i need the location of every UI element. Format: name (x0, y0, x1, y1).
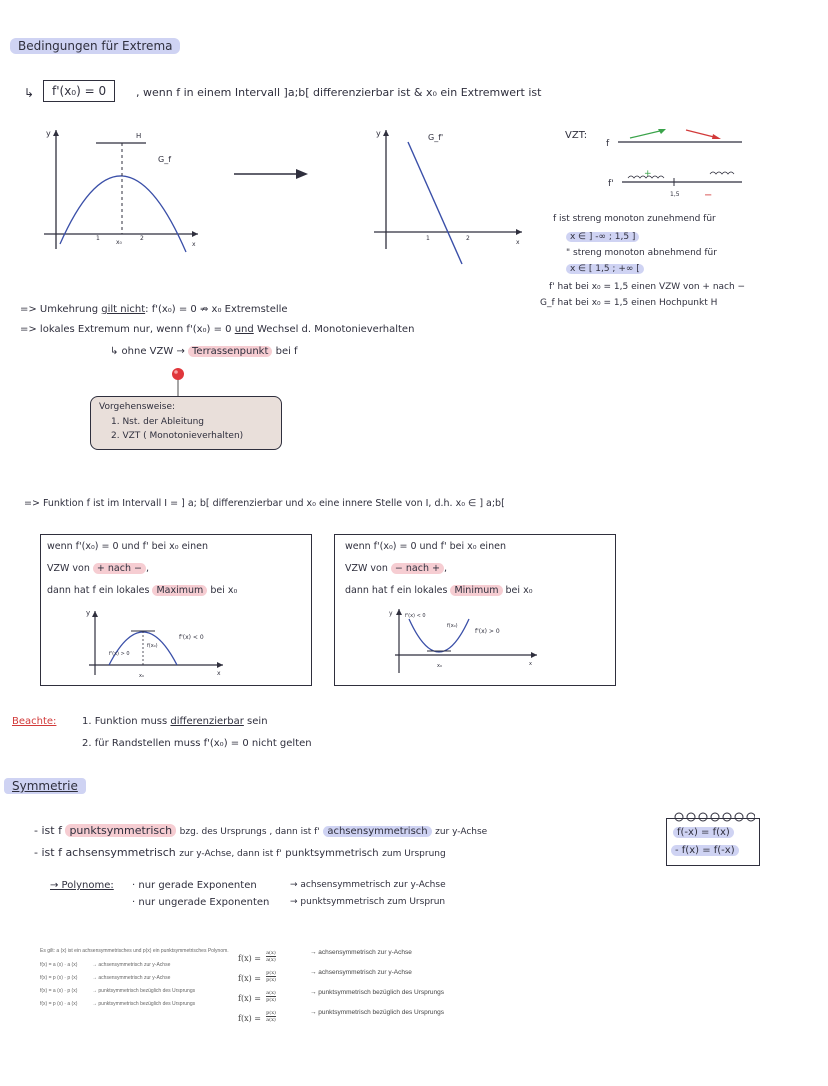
note-line-4: x ∈ [ 1,5 ; +∞ [ (566, 264, 644, 274)
tick-x0: x₀ (116, 239, 122, 246)
min-line-2: VZW von − nach + , (345, 563, 447, 574)
x-label: x (192, 241, 196, 248)
polynome-row-1a: · nur gerade Exponenten (132, 880, 257, 891)
small-row-4-r: → punktsymmetrisch bezüglich des Ursprungs (92, 1001, 196, 1007)
vzt-label: VZT: (565, 130, 588, 141)
tick-2: 2 (140, 235, 144, 242)
min-g-fx0: f(x₀) (447, 623, 458, 629)
max-line-2: VZW von + nach − , (47, 563, 149, 574)
min-g-right: f'(x) > 0 (475, 628, 500, 635)
bullet-arrow: ↳ (24, 86, 35, 100)
polynome-label: → Polynome: (50, 880, 114, 891)
small-row-3-r: → punktsymmetrisch bezüglich des Ursprungs (92, 988, 196, 994)
polynome-row-2a: · nur ungerade Exponenten (132, 897, 270, 908)
note-line-2: x ∈ ] -∞ ; 1,5 ] (566, 232, 639, 242)
y-label: y (376, 129, 381, 138)
label-h: H (136, 132, 142, 140)
vzt-diagram (600, 122, 750, 202)
condition-text: , wenn f in einem Intervall ]a;b[ differenzierbar ist & x₀ ein Extremwert ist (136, 86, 542, 99)
tick-1: 1 (426, 235, 430, 242)
increasing-arrow-icon (630, 130, 664, 138)
maximum-box (40, 534, 312, 686)
funktion-line: => Funktion f ist im Intervall I = ] a; b[ differenzierbar und x₀ eine innere Stelle von I, d.h. x₀ ∈ ] a;b[ (24, 498, 505, 509)
frac-row-1-result: → achsensymmetrisch zur y-Achse (310, 949, 412, 956)
right-arrow-icon (232, 166, 312, 182)
heading-symmetrie: Symmetrie (4, 778, 86, 794)
minimum-box (334, 534, 616, 686)
sym-box-row-2: - f(x) = f(-x) (671, 845, 739, 856)
beachte-label: Beachte: (12, 716, 57, 727)
label-gf: G_f (158, 155, 172, 164)
frac-row-3: f(x) = $\frac{a(x)}{p(x)}$ (238, 990, 276, 1003)
note-line-6: G_f hat bei x₀ = 1,5 einen Hochpunkt H (540, 298, 718, 308)
pin-icon (168, 365, 188, 399)
terrassenpunkt-line: ↳ ohne VZW → Terrassenpunkt bei f (110, 346, 298, 357)
frac-row-2-result: → achsensymmetrisch zur y-Achse (310, 969, 412, 976)
min-line-3: dann hat f ein lokales Minimum bei x₀ (345, 585, 533, 596)
frac-row-2: f(x) = $\frac{p(x)}{p(x)}$ (238, 970, 276, 983)
tick-1: 1 (96, 235, 100, 242)
small-row-4-f: f(x) = p (x) · a (x) (40, 1001, 78, 1007)
tick-2: 2 (466, 235, 470, 242)
polynome-row-1b: → achsensymmetrisch zur y-Achse (290, 880, 446, 890)
note-line-5: f' hat bei x₀ = 1,5 einen VZW von + nach − (549, 282, 746, 292)
min-g-y: y (389, 610, 393, 617)
max-line-3: dann hat f ein lokales Maximum bei x₀ (47, 585, 238, 596)
min-g-x0: x₀ (437, 663, 442, 669)
symmetry-formula-box (666, 818, 760, 866)
max-line-1: wenn f'(x₀) = 0 und f' bei x₀ einen (47, 541, 208, 552)
x-label: x (516, 239, 520, 246)
beachte-line-2: 2. für Randstellen muss f'(x₀) = 0 nicht gelten (82, 738, 312, 749)
label-gf1: G_f' (428, 133, 444, 142)
vzt-plus: + (644, 169, 652, 179)
min-g-x: x (529, 661, 532, 667)
vorgehen-step1: 1. Nst. der Ableitung (111, 417, 204, 427)
small-row-2-f: f(x) = p (x) · p (x) (40, 975, 78, 981)
vzt-f1: f' (608, 179, 614, 189)
note-line-3: " streng monoton abnehmend für (566, 248, 717, 258)
small-table-intro: Es gilt: a (x) ist ein achsensymmetrisches und p(x) ein punktsymmetrisches Polynom. (40, 948, 229, 954)
parabola-curve (60, 176, 186, 252)
max-graph (81, 605, 231, 683)
vzt-minus: − (704, 190, 713, 201)
max-g-x0: x₀ (139, 673, 144, 679)
y-label: y (46, 129, 51, 138)
max-g-x: x (217, 670, 221, 677)
note-line-1: f ist streng monoton zunehmend für (553, 214, 716, 224)
small-row-1-f: f(x) = a (x) · a (x) (40, 962, 78, 968)
spiral-rings-icon (673, 811, 755, 823)
max-g-y: y (86, 609, 91, 617)
vzt-f: f (606, 139, 610, 149)
condition-box: f'(x₀) = 0 (43, 80, 115, 102)
sym-box-row-1: f(-x) = f(x) (673, 827, 734, 838)
min-line-1: wenn f'(x₀) = 0 und f' bei x₀ einen (345, 541, 506, 552)
umkehrung-line: => Umkehrung gilt nicht: f'(x₀) = 0 ⇏ x₀ Extremstelle (20, 304, 288, 315)
vorgehensweise-box (90, 396, 282, 450)
frac-row-1: f(x) = $\frac{a(x)}{a(x)}$ (238, 950, 276, 963)
polynome-row-2b: → punktsymmetrisch zum Ursprun (290, 897, 446, 907)
heading-extrema: Bedingungen für Extrema (10, 38, 180, 54)
min-g-left: f'(x) < 0 (405, 613, 426, 619)
beachte-line-1: 1. Funktion muss differenzierbar sein (82, 716, 268, 727)
frac-row-3-result: → punktsymmetrisch bezüglich des Ursprungs (310, 989, 445, 996)
small-row-1-r: → achsensymmetrisch zur y-Achse (92, 962, 171, 968)
max-g-left: f'(x) > 0 (109, 651, 130, 657)
sym-line-1: - ist f punktsymmetrisch bzg. des Ursprungs , dann ist f' achsensymmetrisch zur y-Achse (34, 824, 488, 837)
graph-derivative (366, 124, 526, 270)
min-graph (387, 605, 547, 683)
small-row-3-f: f(x) = a (x) · p (x) (40, 988, 78, 994)
frac-row-4-result: → punktsymmetrisch bezüglich des Ursprungs (310, 1009, 445, 1016)
lokales-extremum-line: => lokales Extremum nur, wenn f'(x₀) = 0 und Wechsel d. Monotonieverhalten (20, 324, 415, 335)
frac-row-4: f(x) = $\frac{p(x)}{a(x)}$ (238, 1010, 276, 1023)
max-g-right: f'(x) < 0 (179, 634, 204, 641)
vorgehen-title: Vorgehensweise: (99, 402, 176, 412)
sym-line-2: - ist f achsensymmetrisch zur y-Achse, dann ist f' punktsymmetrisch zum Ursprung (34, 846, 446, 859)
vzt-x-val: 1,5 (670, 191, 680, 198)
derivative-line (408, 142, 462, 264)
max-g-fx0: f(x₀) (147, 643, 158, 649)
small-row-2-r: → achsensymmetrisch zur y-Achse (92, 975, 171, 981)
vorgehen-step2: 2. VZT ( Monotonieverhalten) (111, 431, 244, 441)
graph-parabola (36, 124, 206, 254)
